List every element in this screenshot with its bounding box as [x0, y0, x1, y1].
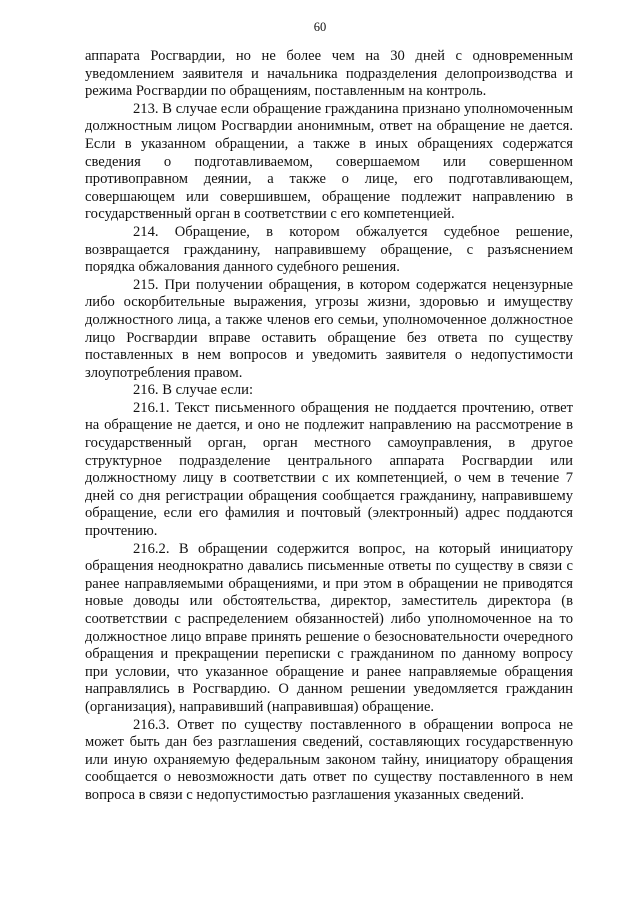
paragraph-216-1: 216.1. Текст письменного обращения не поддается прочтению, ответ на обращение не дается, и оно не подлежит направлению на рассмотрение в государственный орган, орган местного самоуправления, в другое структурное подразделение центрального аппарата Росгвардии или должностному лицу в соответствии с их компетенцией, о чем в течение 7 дней со дня регистрации обращения сообщается гражданину, направившему обращение, если его фамилия и почтовый (электронный) адрес поддаются прочтению.: [85, 399, 573, 540]
paragraph-214: 214. Обращение, в котором обжалуется судебное решение, возвращается гражданину, направившему обращение, с разъяснением порядка обжалования данного судебного решения.: [85, 223, 573, 276]
document-body: [85, 48, 573, 805]
paragraph-213: 213. В случае если обращение гражданина признано уполномоченным должностным лицом Росгвардии анонимным, ответ на обращение не дается. Если в указанном обращении, а также в иных обращениях содержатся сведения о подготавливаемом, совершаемом или совершенном противоправном деянии, а также о лице, его подготавливающем, совершающем или совершившем, обращение подлежит направлению в государственный орган в соответствии с его компетенцией.: [85, 100, 573, 223]
paragraph-216-2: 216.2. В обращении содержится вопрос, на который инициатору обращения неоднократно давались письменные ответы по существу в связи с ранее направляемыми обращениями, и при этом в обращении не приводятся новые доводы или обстоятельства, директор, заместитель директора (в соответствии с распределением обязанностей) либо уполномоченное на то должностное лицо вправе принять решение о безосновательности очередного обращения и прекращении переписки с гражданином по данному вопросу при условии, что указанное обращение и ранее направляемые обращения направлялись в Росгвардию. О данном решении уведомляется гражданин (организация), направивший (направившая) обращение.: [85, 540, 573, 715]
paragraph-continuation: аппарата Росгвардии, но не более чем на 30 дней с одновременным уведомлением заявителя и начальника подразделения делопроизводства и режима Росгвардии по обращениям, поставленным на контроль.: [85, 48, 573, 100]
paragraph-216-3: 216.3. Ответ по существу поставленного в обращении вопроса не может быть дан без разглашения сведений, составляющих государственную или иную охраняемую федеральным законом тайну, инициатору обращения сообщается о невозможности дать ответ по существу поставленного в нем вопроса в связи с недопустимостью разглашения указанных сведений.: [85, 716, 573, 803]
page-number: 60: [313, 20, 327, 34]
paragraph-216: 216. В случае если:: [133, 382, 254, 399]
paragraph-215: 215. При получении обращения, в котором содержатся нецензурные либо оскорбительные выражения, угрозы жизни, здоровью и имуществу должностного лица, а также членов его семьи, уполномоченное должностное лицо Росгвардии вправе оставить обращение без ответа по существу поставленных в нем вопросов и уведомить заявителя о недопустимости злоупотребления правом.: [85, 276, 573, 381]
